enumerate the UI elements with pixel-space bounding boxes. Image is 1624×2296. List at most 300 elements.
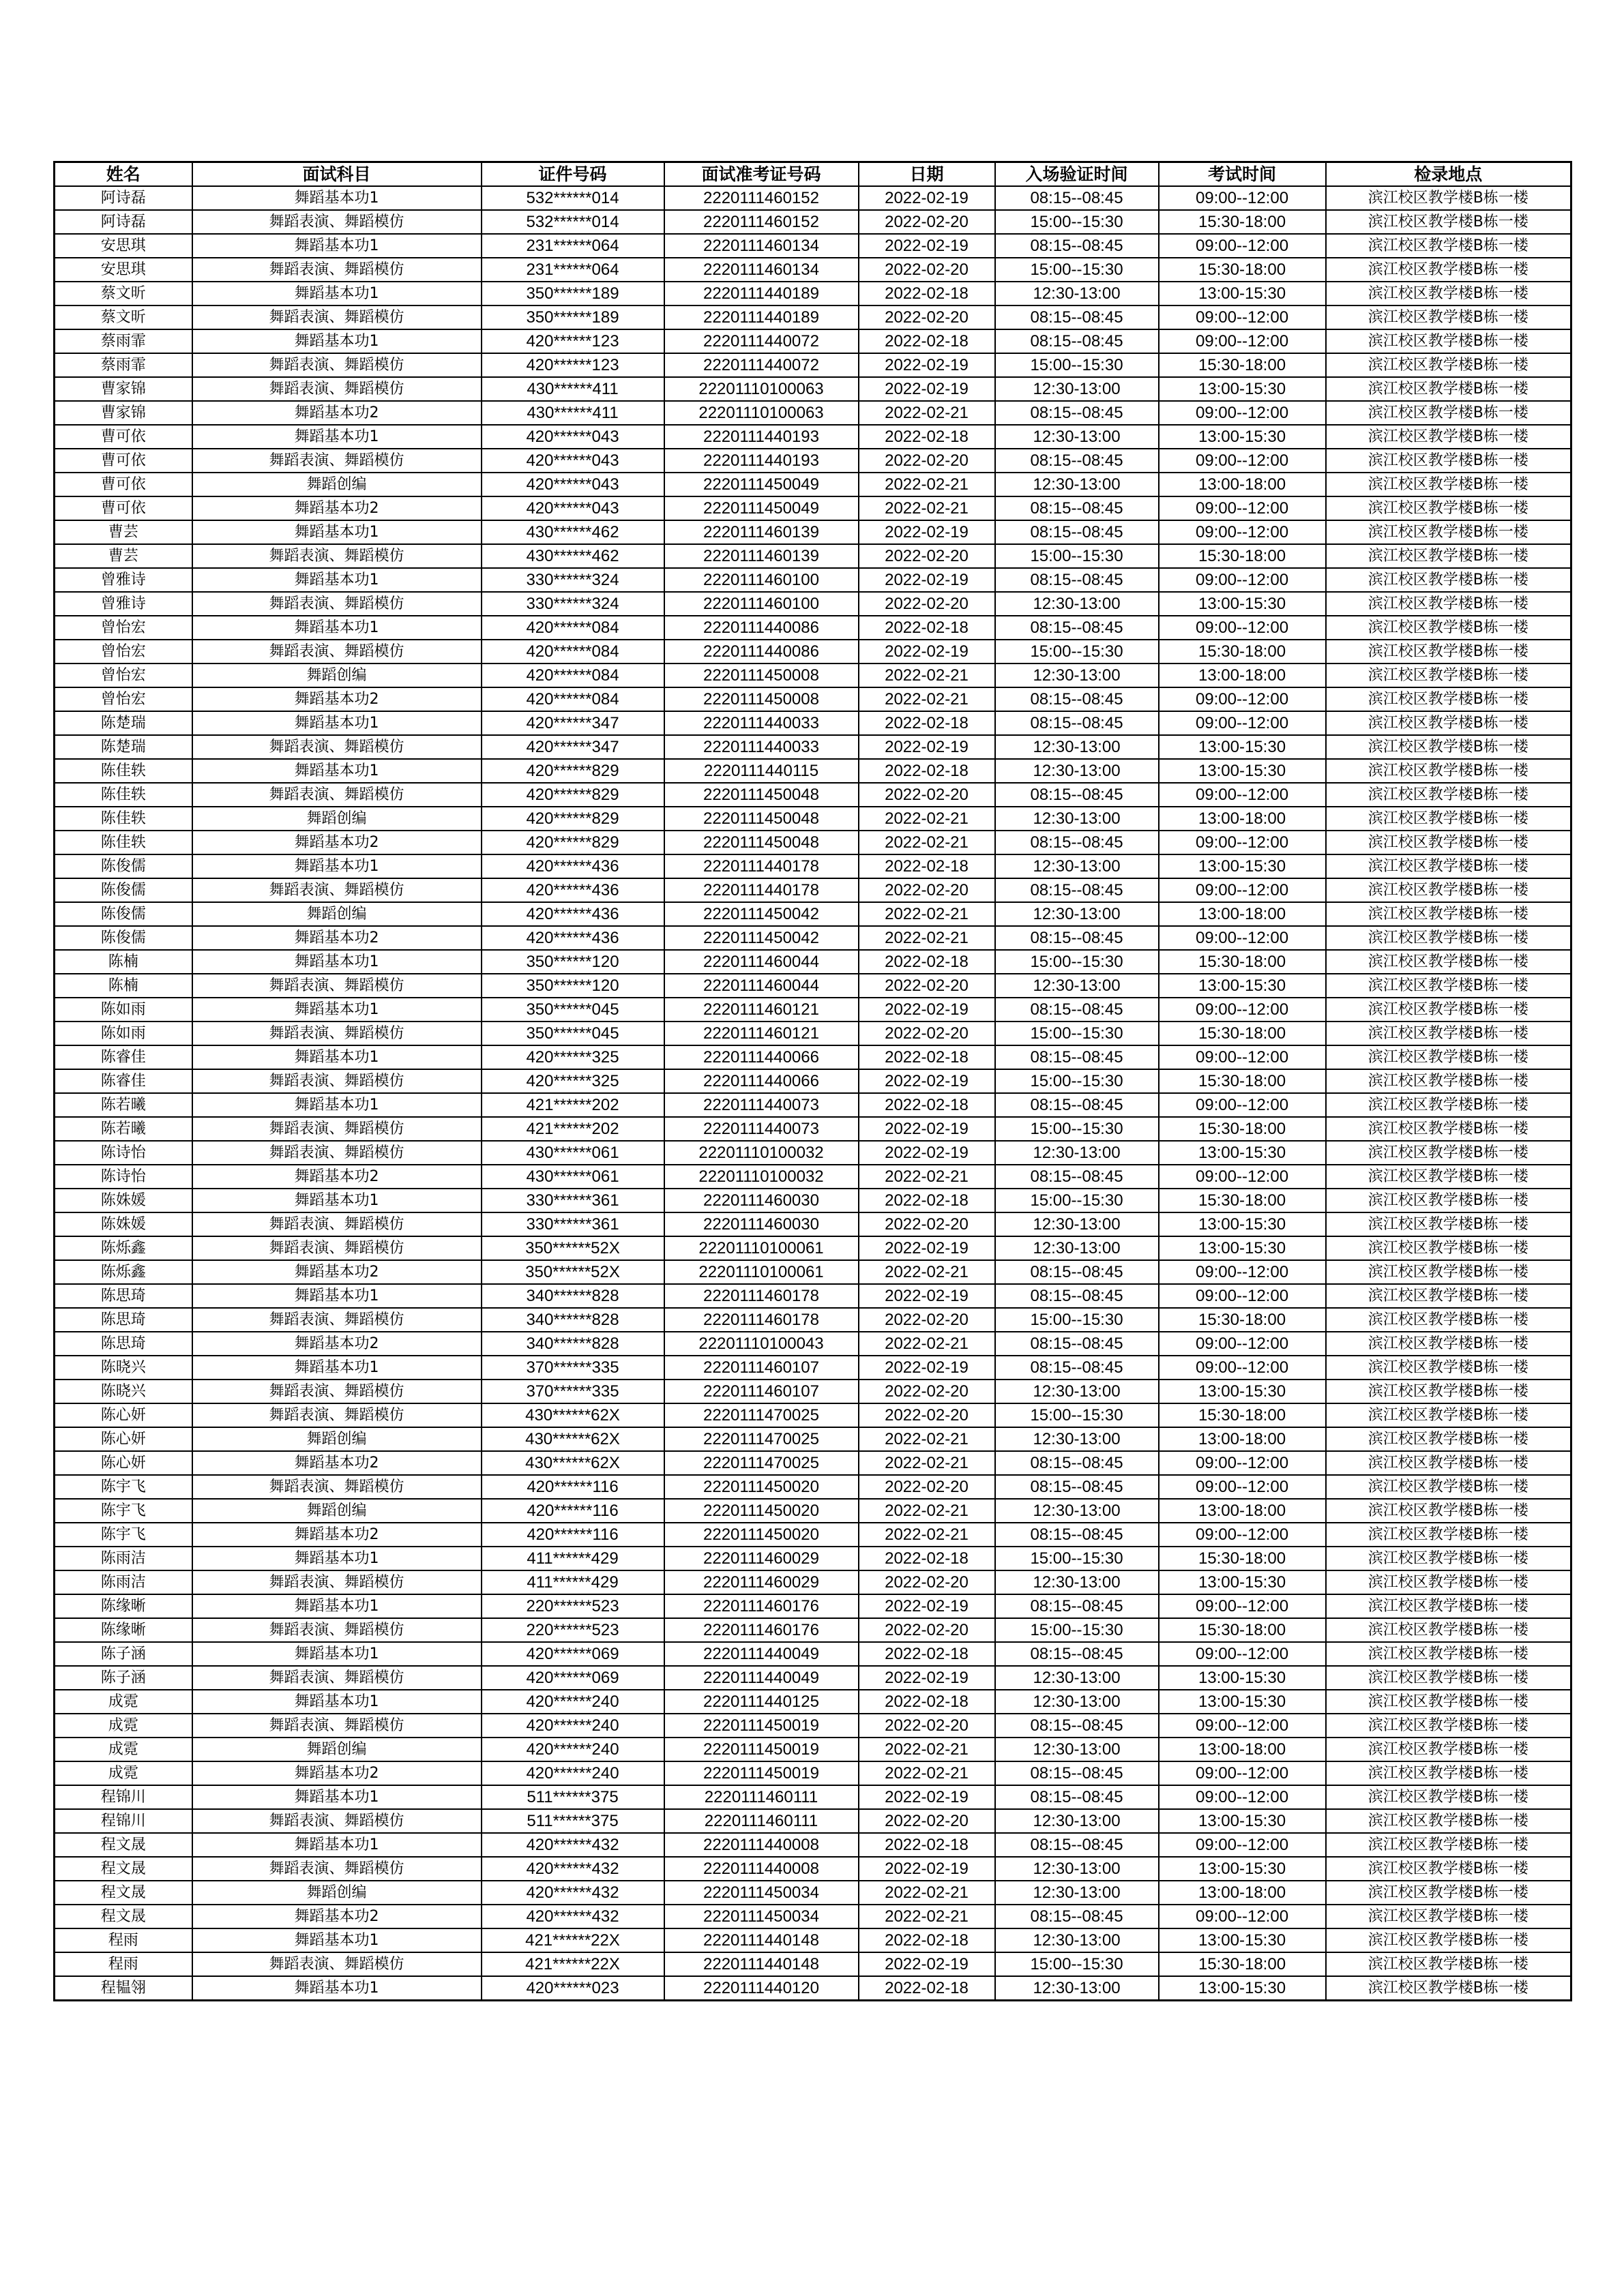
cell-date: 2022-02-19: [859, 1069, 995, 1093]
cell-exam-time: 09:00--12:00: [1159, 878, 1326, 902]
column-header-subject: 面试科目: [192, 162, 482, 187]
cell-subject: 舞蹈表演、舞蹈模仿: [192, 544, 482, 568]
cell-id-number: 420******043: [482, 496, 664, 520]
table-row: [55, 305, 1571, 329]
table-row: [55, 1905, 1571, 1928]
cell-name: 陈烁鑫: [55, 1260, 192, 1284]
cell-name: 陈睿佳: [55, 1069, 192, 1093]
cell-ticket-number: 2220111460107: [664, 1380, 859, 1403]
table-row: [55, 401, 1571, 425]
cell-date: 2022-02-18: [859, 1976, 995, 2001]
cell-id-number: 350******189: [482, 282, 664, 305]
cell-id-number: 350******120: [482, 950, 664, 974]
column-header-checkin-time: 入场验证时间: [995, 162, 1159, 187]
cell-checkin-time: 08:15--08:45: [995, 520, 1159, 544]
cell-ticket-number: 2220111460044: [664, 974, 859, 998]
cell-subject: 舞蹈创编: [192, 664, 482, 687]
cell-name: 陈雨洁: [55, 1570, 192, 1594]
cell-ticket-number: 2220111440073: [664, 1093, 859, 1117]
cell-location: 滨江校区教学楼B栋一楼: [1326, 974, 1571, 998]
cell-id-number: 430******62X: [482, 1403, 664, 1427]
cell-name: 曾怡宏: [55, 640, 192, 664]
cell-date: 2022-02-19: [859, 1236, 995, 1260]
cell-name: 陈姝媛: [55, 1189, 192, 1212]
cell-exam-time: 13:00-18:00: [1159, 1738, 1326, 1761]
cell-date: 2022-02-18: [859, 282, 995, 305]
cell-exam-time: 09:00--12:00: [1159, 496, 1326, 520]
table-row: [55, 1642, 1571, 1666]
cell-checkin-time: 12:30-13:00: [995, 282, 1159, 305]
cell-subject: 舞蹈基本功1: [192, 234, 482, 258]
cell-checkin-time: 08:15--08:45: [995, 783, 1159, 807]
cell-name: 成霓: [55, 1690, 192, 1714]
cell-id-number: 330******361: [482, 1189, 664, 1212]
cell-checkin-time: 08:15--08:45: [995, 449, 1159, 473]
cell-subject: 舞蹈表演、舞蹈模仿: [192, 258, 482, 282]
cell-subject: 舞蹈表演、舞蹈模仿: [192, 1380, 482, 1403]
table-row: [55, 496, 1571, 520]
table-row: [55, 1761, 1571, 1785]
cell-date: 2022-02-21: [859, 807, 995, 831]
cell-id-number: 350******120: [482, 974, 664, 998]
cell-subject: 舞蹈基本功2: [192, 687, 482, 711]
cell-exam-time: 13:00-18:00: [1159, 664, 1326, 687]
cell-ticket-number: 2220111450034: [664, 1881, 859, 1905]
table-row: [55, 1212, 1571, 1236]
cell-date: 2022-02-18: [859, 1189, 995, 1212]
cell-location: 滨江校区教学楼B栋一楼: [1326, 1642, 1571, 1666]
cell-checkin-time: 15:00--15:30: [995, 210, 1159, 234]
table-row: [55, 640, 1571, 664]
cell-subject: 舞蹈基本功2: [192, 1905, 482, 1928]
cell-location: 滨江校区教学楼B栋一楼: [1326, 807, 1571, 831]
cell-date: 2022-02-21: [859, 1738, 995, 1761]
cell-location: 滨江校区教学楼B栋一楼: [1326, 329, 1571, 353]
cell-date: 2022-02-19: [859, 1952, 995, 1976]
cell-ticket-number: 2220111460111: [664, 1809, 859, 1833]
cell-ticket-number: 2220111460134: [664, 258, 859, 282]
cell-name: 蔡文昕: [55, 282, 192, 305]
cell-ticket-number: 2220111460029: [664, 1547, 859, 1570]
table-row: [55, 616, 1571, 640]
cell-location: 滨江校区教学楼B栋一楼: [1326, 1069, 1571, 1093]
cell-id-number: 350******52X: [482, 1236, 664, 1260]
cell-date: 2022-02-19: [859, 1666, 995, 1690]
cell-checkin-time: 08:15--08:45: [995, 1284, 1159, 1308]
exam-schedule-sheet: [53, 161, 1570, 2001]
cell-date: 2022-02-18: [859, 1833, 995, 1857]
cell-name: 陈思琦: [55, 1332, 192, 1356]
cell-exam-time: 09:00--12:00: [1159, 1260, 1326, 1284]
cell-exam-time: 15:30-18:00: [1159, 1308, 1326, 1332]
cell-subject: 舞蹈表演、舞蹈模仿: [192, 1308, 482, 1332]
cell-date: 2022-02-19: [859, 568, 995, 592]
table-row: [55, 998, 1571, 1022]
cell-subject: 舞蹈基本功2: [192, 1260, 482, 1284]
cell-exam-time: 15:30-18:00: [1159, 210, 1326, 234]
table-body: [55, 186, 1571, 2001]
table-row: [55, 425, 1571, 449]
cell-name: 陈佳轶: [55, 831, 192, 854]
cell-exam-time: 13:00-15:30: [1159, 1809, 1326, 1833]
cell-id-number: 420******084: [482, 640, 664, 664]
cell-name: 安思琪: [55, 234, 192, 258]
cell-name: 陈烁鑫: [55, 1236, 192, 1260]
cell-location: 滨江校区教学楼B栋一楼: [1326, 1403, 1571, 1427]
cell-date: 2022-02-20: [859, 974, 995, 998]
cell-location: 滨江校区教学楼B栋一楼: [1326, 1594, 1571, 1618]
table-row: [55, 1928, 1571, 1952]
cell-exam-time: 13:00-18:00: [1159, 1881, 1326, 1905]
cell-location: 滨江校区教学楼B栋一楼: [1326, 711, 1571, 735]
cell-name: 曹可依: [55, 425, 192, 449]
cell-date: 2022-02-19: [859, 640, 995, 664]
cell-name: 陈心妍: [55, 1403, 192, 1427]
cell-name: 程文晟: [55, 1857, 192, 1881]
table-row: [55, 258, 1571, 282]
cell-exam-time: 09:00--12:00: [1159, 234, 1326, 258]
cell-id-number: 430******411: [482, 401, 664, 425]
cell-subject: 舞蹈基本功1: [192, 1928, 482, 1952]
table-row: [55, 1833, 1571, 1857]
cell-subject: 舞蹈基本功1: [192, 520, 482, 544]
cell-exam-time: 13:00-15:30: [1159, 1212, 1326, 1236]
cell-location: 滨江校区教学楼B栋一楼: [1326, 1141, 1571, 1165]
cell-subject: 舞蹈基本功1: [192, 1189, 482, 1212]
cell-date: 2022-02-18: [859, 854, 995, 878]
cell-id-number: 420******116: [482, 1499, 664, 1523]
cell-location: 滨江校区教学楼B栋一楼: [1326, 568, 1571, 592]
cell-ticket-number: 2220111450048: [664, 807, 859, 831]
cell-location: 滨江校区教学楼B栋一楼: [1326, 1212, 1571, 1236]
cell-location: 滨江校区教学楼B栋一楼: [1326, 1547, 1571, 1570]
cell-subject: 舞蹈基本功1: [192, 1642, 482, 1666]
cell-ticket-number: 2220111450048: [664, 783, 859, 807]
cell-ticket-number: 2220111460176: [664, 1594, 859, 1618]
cell-name: 陈如雨: [55, 1022, 192, 1045]
cell-subject: 舞蹈表演、舞蹈模仿: [192, 1618, 482, 1642]
cell-date: 2022-02-19: [859, 735, 995, 759]
cell-subject: 舞蹈表演、舞蹈模仿: [192, 783, 482, 807]
cell-checkin-time: 12:30-13:00: [995, 974, 1159, 998]
cell-subject: 舞蹈创编: [192, 473, 482, 496]
cell-id-number: 420******432: [482, 1857, 664, 1881]
cell-name: 陈雨洁: [55, 1547, 192, 1570]
cell-ticket-number: 2220111440193: [664, 449, 859, 473]
cell-name: 陈宇飞: [55, 1523, 192, 1547]
cell-id-number: 340******828: [482, 1284, 664, 1308]
cell-ticket-number: 2220111440193: [664, 425, 859, 449]
table-row: [55, 1976, 1571, 2001]
cell-subject: 舞蹈表演、舞蹈模仿: [192, 878, 482, 902]
cell-date: 2022-02-20: [859, 210, 995, 234]
cell-checkin-time: 12:30-13:00: [995, 854, 1159, 878]
cell-subject: 舞蹈基本功1: [192, 1356, 482, 1380]
cell-subject: 舞蹈基本功1: [192, 1093, 482, 1117]
cell-subject: 舞蹈基本功2: [192, 1523, 482, 1547]
cell-name: 陈心妍: [55, 1427, 192, 1451]
cell-location: 滨江校区教学楼B栋一楼: [1326, 902, 1571, 926]
cell-date: 2022-02-20: [859, 1570, 995, 1594]
cell-checkin-time: 12:30-13:00: [995, 664, 1159, 687]
table-row: [55, 1284, 1571, 1308]
cell-subject: 舞蹈基本功1: [192, 329, 482, 353]
table-row: [55, 210, 1571, 234]
cell-subject: 舞蹈表演、舞蹈模仿: [192, 974, 482, 998]
cell-location: 滨江校区教学楼B栋一楼: [1326, 282, 1571, 305]
cell-ticket-number: 2220111440148: [664, 1952, 859, 1976]
cell-ticket-number: 2220111450019: [664, 1761, 859, 1785]
cell-checkin-time: 08:15--08:45: [995, 496, 1159, 520]
cell-checkin-time: 08:15--08:45: [995, 1523, 1159, 1547]
cell-checkin-time: 08:15--08:45: [995, 1045, 1159, 1069]
cell-subject: 舞蹈创编: [192, 807, 482, 831]
cell-checkin-time: 12:30-13:00: [995, 592, 1159, 616]
cell-exam-time: 13:00-15:30: [1159, 282, 1326, 305]
cell-location: 滨江校区教学楼B栋一楼: [1326, 1260, 1571, 1284]
cell-name: 陈楚瑞: [55, 735, 192, 759]
cell-location: 滨江校区教学楼B栋一楼: [1326, 1761, 1571, 1785]
cell-subject: 舞蹈基本功1: [192, 616, 482, 640]
cell-checkin-time: 08:15--08:45: [995, 998, 1159, 1022]
cell-checkin-time: 08:15--08:45: [995, 1833, 1159, 1857]
cell-exam-time: 15:30-18:00: [1159, 544, 1326, 568]
cell-id-number: 411******429: [482, 1570, 664, 1594]
cell-id-number: 340******828: [482, 1308, 664, 1332]
cell-date: 2022-02-21: [859, 473, 995, 496]
cell-id-number: 420******436: [482, 926, 664, 950]
cell-exam-time: 09:00--12:00: [1159, 1093, 1326, 1117]
cell-checkin-time: 12:30-13:00: [995, 1141, 1159, 1165]
cell-subject: 舞蹈基本功1: [192, 186, 482, 210]
cell-checkin-time: 15:00--15:30: [995, 1547, 1159, 1570]
cell-name: 陈思琦: [55, 1308, 192, 1332]
cell-date: 2022-02-20: [859, 1022, 995, 1045]
cell-ticket-number: 2220111440189: [664, 305, 859, 329]
cell-date: 2022-02-21: [859, 1499, 995, 1523]
table-row: [55, 783, 1571, 807]
cell-checkin-time: 12:30-13:00: [995, 902, 1159, 926]
cell-subject: 舞蹈表演、舞蹈模仿: [192, 1117, 482, 1141]
cell-exam-time: 13:00-15:30: [1159, 735, 1326, 759]
cell-id-number: 420******116: [482, 1475, 664, 1499]
cell-exam-time: 13:00-15:30: [1159, 1236, 1326, 1260]
cell-location: 滨江校区教学楼B栋一楼: [1326, 1380, 1571, 1403]
cell-exam-time: 09:00--12:00: [1159, 926, 1326, 950]
table-row: [55, 1093, 1571, 1117]
cell-exam-time: 13:00-15:30: [1159, 854, 1326, 878]
cell-ticket-number: 2220111470025: [664, 1427, 859, 1451]
cell-id-number: 350******045: [482, 1022, 664, 1045]
cell-name: 程锦川: [55, 1809, 192, 1833]
cell-date: 2022-02-18: [859, 425, 995, 449]
cell-subject: 舞蹈表演、舞蹈模仿: [192, 1952, 482, 1976]
cell-date: 2022-02-19: [859, 1141, 995, 1165]
cell-ticket-number: 22201110100061: [664, 1260, 859, 1284]
cell-location: 滨江校区教学楼B栋一楼: [1326, 640, 1571, 664]
cell-id-number: 420******347: [482, 711, 664, 735]
cell-checkin-time: 08:15--08:45: [995, 1714, 1159, 1738]
cell-location: 滨江校区教学楼B栋一楼: [1326, 1499, 1571, 1523]
cell-ticket-number: 2220111440049: [664, 1666, 859, 1690]
cell-location: 滨江校区教学楼B栋一楼: [1326, 1189, 1571, 1212]
cell-date: 2022-02-21: [859, 926, 995, 950]
cell-date: 2022-02-20: [859, 783, 995, 807]
cell-date: 2022-02-20: [859, 1308, 995, 1332]
cell-name: 曾怡宏: [55, 687, 192, 711]
cell-checkin-time: 08:15--08:45: [995, 878, 1159, 902]
cell-date: 2022-02-20: [859, 1403, 995, 1427]
table-row: [55, 473, 1571, 496]
cell-location: 滨江校区教学楼B栋一楼: [1326, 353, 1571, 377]
cell-name: 程文晟: [55, 1833, 192, 1857]
cell-subject: 舞蹈基本功1: [192, 282, 482, 305]
table-row: [55, 1547, 1571, 1570]
cell-ticket-number: 2220111460100: [664, 592, 859, 616]
cell-ticket-number: 2220111450042: [664, 902, 859, 926]
table-row: [55, 1117, 1571, 1141]
table-row: [55, 520, 1571, 544]
cell-name: 曾怡宏: [55, 616, 192, 640]
cell-subject: 舞蹈表演、舞蹈模仿: [192, 353, 482, 377]
cell-date: 2022-02-18: [859, 759, 995, 783]
table-row: [55, 902, 1571, 926]
cell-location: 滨江校区教学楼B栋一楼: [1326, 783, 1571, 807]
cell-checkin-time: 12:30-13:00: [995, 735, 1159, 759]
cell-exam-time: 13:00-15:30: [1159, 1928, 1326, 1952]
cell-checkin-time: 08:15--08:45: [995, 329, 1159, 353]
cell-ticket-number: 2220111440178: [664, 878, 859, 902]
table-row: [55, 1451, 1571, 1475]
cell-name: 安思琪: [55, 258, 192, 282]
cell-checkin-time: 15:00--15:30: [995, 1308, 1159, 1332]
cell-subject: 舞蹈基本功2: [192, 831, 482, 854]
cell-subject: 舞蹈基本功1: [192, 854, 482, 878]
cell-ticket-number: 2220111470025: [664, 1451, 859, 1475]
cell-ticket-number: 2220111440066: [664, 1069, 859, 1093]
cell-date: 2022-02-18: [859, 950, 995, 974]
cell-location: 滨江校区教学楼B栋一楼: [1326, 1952, 1571, 1976]
cell-exam-time: 09:00--12:00: [1159, 1284, 1326, 1308]
cell-exam-time: 09:00--12:00: [1159, 449, 1326, 473]
cell-id-number: 420******123: [482, 353, 664, 377]
cell-exam-time: 09:00--12:00: [1159, 1356, 1326, 1380]
cell-subject: 舞蹈表演、舞蹈模仿: [192, 640, 482, 664]
cell-subject: 舞蹈表演、舞蹈模仿: [192, 1809, 482, 1833]
cell-id-number: 532******014: [482, 210, 664, 234]
table-row: [55, 926, 1571, 950]
table-row: [55, 831, 1571, 854]
cell-exam-time: 15:30-18:00: [1159, 1403, 1326, 1427]
cell-exam-time: 13:00-15:30: [1159, 1570, 1326, 1594]
cell-exam-time: 15:30-18:00: [1159, 258, 1326, 282]
cell-date: 2022-02-18: [859, 1547, 995, 1570]
cell-location: 滨江校区教学楼B栋一楼: [1326, 1165, 1571, 1189]
cell-id-number: 420******240: [482, 1738, 664, 1761]
table-row: [55, 568, 1571, 592]
cell-id-number: 420******436: [482, 902, 664, 926]
cell-location: 滨江校区教学楼B栋一楼: [1326, 950, 1571, 974]
cell-location: 滨江校区教学楼B栋一楼: [1326, 1427, 1571, 1451]
cell-name: 陈诗怡: [55, 1165, 192, 1189]
cell-id-number: 420******436: [482, 878, 664, 902]
cell-id-number: 370******335: [482, 1380, 664, 1403]
table-row: [55, 353, 1571, 377]
table-row: [55, 1618, 1571, 1642]
column-header-id-number: 证件号码: [482, 162, 664, 187]
cell-id-number: 420******240: [482, 1714, 664, 1738]
cell-checkin-time: 15:00--15:30: [995, 1952, 1159, 1976]
cell-id-number: 420******325: [482, 1045, 664, 1069]
cell-subject: 舞蹈表演、舞蹈模仿: [192, 449, 482, 473]
cell-ticket-number: 22201110100063: [664, 377, 859, 401]
cell-location: 滨江校区教学楼B栋一楼: [1326, 1236, 1571, 1260]
cell-id-number: 411******429: [482, 1547, 664, 1570]
table-row: [55, 1260, 1571, 1284]
cell-checkin-time: 08:15--08:45: [995, 1594, 1159, 1618]
cell-subject: 舞蹈基本功1: [192, 1785, 482, 1809]
cell-subject: 舞蹈基本功1: [192, 950, 482, 974]
cell-date: 2022-02-21: [859, 1523, 995, 1547]
cell-location: 滨江校区教学楼B栋一楼: [1326, 1857, 1571, 1881]
cell-date: 2022-02-21: [859, 1905, 995, 1928]
cell-date: 2022-02-18: [859, 1642, 995, 1666]
cell-exam-time: 09:00--12:00: [1159, 998, 1326, 1022]
cell-id-number: 220******523: [482, 1618, 664, 1642]
cell-ticket-number: 2220111460030: [664, 1189, 859, 1212]
cell-id-number: 420******116: [482, 1523, 664, 1547]
cell-ticket-number: 22201110100032: [664, 1165, 859, 1189]
table-row: [55, 1523, 1571, 1547]
cell-exam-time: 13:00-18:00: [1159, 902, 1326, 926]
cell-date: 2022-02-18: [859, 616, 995, 640]
table-row: [55, 735, 1571, 759]
table-row: [55, 1499, 1571, 1523]
cell-checkin-time: 08:15--08:45: [995, 831, 1159, 854]
cell-location: 滨江校区教学楼B栋一楼: [1326, 425, 1571, 449]
cell-checkin-time: 15:00--15:30: [995, 1022, 1159, 1045]
cell-checkin-time: 08:15--08:45: [995, 305, 1159, 329]
cell-id-number: 420******436: [482, 854, 664, 878]
cell-checkin-time: 15:00--15:30: [995, 1618, 1159, 1642]
cell-location: 滨江校区教学楼B栋一楼: [1326, 1618, 1571, 1642]
cell-id-number: 340******828: [482, 1332, 664, 1356]
table-row: [55, 282, 1571, 305]
table-row: [55, 1570, 1571, 1594]
cell-checkin-time: 08:15--08:45: [995, 1642, 1159, 1666]
cell-id-number: 420******084: [482, 616, 664, 640]
cell-date: 2022-02-20: [859, 1618, 995, 1642]
cell-exam-time: 15:30-18:00: [1159, 1952, 1326, 1976]
table-row: [55, 1475, 1571, 1499]
table-row: [55, 1332, 1571, 1356]
cell-name: 陈俊儒: [55, 854, 192, 878]
cell-id-number: 330******324: [482, 592, 664, 616]
cell-exam-time: 09:00--12:00: [1159, 1165, 1326, 1189]
cell-ticket-number: 2220111460044: [664, 950, 859, 974]
cell-subject: 舞蹈表演、舞蹈模仿: [192, 592, 482, 616]
table-row: [55, 449, 1571, 473]
table-row: [55, 1809, 1571, 1833]
cell-name: 程文晟: [55, 1905, 192, 1928]
cell-name: 曹芸: [55, 520, 192, 544]
cell-exam-time: 09:00--12:00: [1159, 520, 1326, 544]
table-row: [55, 878, 1571, 902]
cell-exam-time: 09:00--12:00: [1159, 1642, 1326, 1666]
cell-name: 陈宇飞: [55, 1499, 192, 1523]
cell-exam-time: 13:00-15:30: [1159, 592, 1326, 616]
cell-id-number: 420******829: [482, 759, 664, 783]
